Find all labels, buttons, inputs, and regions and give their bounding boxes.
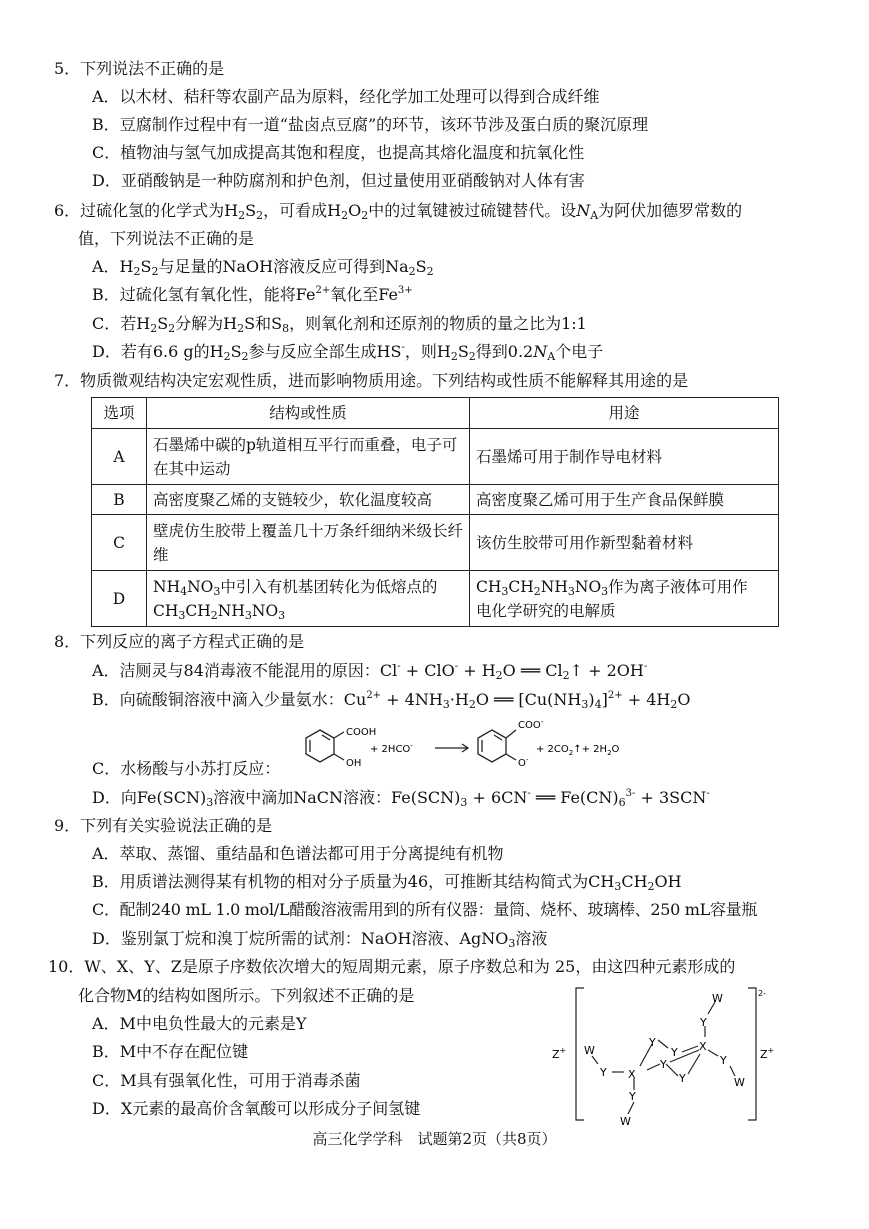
atom-w: W bbox=[620, 1115, 631, 1128]
atom-y: Y bbox=[629, 1090, 636, 1103]
table-cell: 石墨烯中碳的p轨道相互平行而重叠，电子可在其中运动 bbox=[147, 429, 470, 485]
q9-option-a: A．萃取、蒸馏、重结晶和色谱法都可用于分离提纯有机物 bbox=[92, 844, 504, 863]
cation-z-left: Z+ bbox=[552, 1046, 567, 1061]
atom-y: Y bbox=[679, 1072, 686, 1085]
bicarbonate-label: + 2HCO- bbox=[370, 742, 413, 755]
q6-stem: 6．过硫化氢的化学式为$H_2S_2$，可看成$H_2O_2$中的过氧键被过硫键替代。设$N_A$为阿伏加德罗常数的 bbox=[54, 201, 743, 222]
table-cell: $CH_3CH_2NH_3NO_3$作为离子液体可用作 电化学研究的电解质 bbox=[470, 571, 779, 627]
atom-y: Y bbox=[720, 1054, 727, 1067]
table-row bbox=[92, 485, 779, 515]
table-cell: 壁虎仿生胶带上覆盖几十万条纤细纳米级长纤维 bbox=[147, 515, 470, 571]
atom-y: Y bbox=[600, 1066, 607, 1079]
table-cell: 石墨烯可用于制作导电材料 bbox=[470, 429, 779, 485]
q8-option-d: D．向$Fe(SCN)_3$溶液中滴加NaCN溶液：$Fe(SCN)_3 + 6CN^-$ ══ $Fe(CN)_6^{3-} + 3SCN^-$ bbox=[92, 788, 710, 809]
q8-stem: 8．下列反应的离子方程式正确的是 bbox=[54, 632, 305, 651]
q10-option-b: B．M中不存在配位键 bbox=[92, 1042, 249, 1061]
q9-option-c: C．配制240 mL 1.0 mol/L醋酸溶液需用到的所有仪器：量筒、烧杯、玻璃棒、250 mL容量瓶 bbox=[92, 900, 758, 919]
compound-m-structure bbox=[548, 982, 798, 1128]
table-cell: D bbox=[92, 571, 147, 627]
atom-w: W bbox=[712, 992, 723, 1005]
carboxylate-label: COO- bbox=[518, 718, 544, 731]
q7-stem: 7．物质微观结构决定宏观性质，进而影响物质用途。下列结构或性质不能解释其用途的是 bbox=[54, 371, 689, 390]
atom-x: X bbox=[699, 1040, 707, 1053]
q7-table bbox=[91, 397, 779, 627]
table-row bbox=[92, 429, 779, 485]
q6-option-c: C．若$H_2S_2$分解为$H_2S$和$S_8$，则氧化剂和还原剂的物质的量之比为1:1 bbox=[92, 314, 587, 335]
q10-stem: 10．W、X、Y、Z是原子序数依次增大的短周期元素，原子序数总和为 25，由这四种元素形成的 bbox=[48, 957, 736, 976]
cation-z-right: Z+ bbox=[760, 1046, 775, 1061]
q5-option-b: B．豆腐制作过程中有一道“盐卤点豆腐”的环节，该环节涉及蛋白质的聚沉原理 bbox=[92, 115, 649, 134]
table-header-row bbox=[92, 398, 779, 429]
q6-option-d: D．若有6.6 g的$H_2S_2$参与反应全部生成HS-，则$H_2S_2$得到$0.2N_A$个电子 bbox=[92, 342, 604, 363]
table-cell: 该仿生胶带可用作新型黏着材料 bbox=[470, 515, 779, 571]
q6-stem-line2: 值，下列说法不正确的是 bbox=[78, 229, 255, 248]
q10-option-a: A．M中电负性最大的元素是Y bbox=[92, 1014, 307, 1033]
table-cell: A bbox=[92, 429, 147, 485]
page-footer: 高三化学学科 试题第2页（共8页） bbox=[312, 1130, 557, 1148]
anion-charge: 2- bbox=[758, 989, 766, 998]
table-header-cell: 用途 bbox=[470, 398, 779, 429]
oh-label: OH bbox=[346, 758, 362, 769]
q10-option-d: D．X元素的最高价含氧酸可以形成分子间氢键 bbox=[92, 1099, 421, 1118]
table-cell: $NH_4NO_3$中引入有机基团转化为低熔点的 $CH_3CH_2NH_3NO_3$ bbox=[147, 571, 470, 627]
q10-option-c: C．M具有强氧化性，可用于消毒杀菌 bbox=[92, 1071, 361, 1090]
atom-y: Y bbox=[671, 1046, 678, 1059]
atom-y: Y bbox=[649, 1036, 656, 1049]
q8-option-b: B．向硫酸铜溶液中滴入少量氨水：$Cu^{2+} + 4NH_3\cdot H_2O$ ══ $[Cu(NH_3)_4]^{2+} + 4H_2O$ bbox=[92, 690, 691, 711]
table-cell: 高密度聚乙烯可用于生产食品保鲜膜 bbox=[470, 485, 779, 515]
q6-option-b: B．过硫化氢有氧化性，能将$Fe^{2+}$氧化至$Fe^{3+}$ bbox=[92, 285, 413, 304]
atom-w: W bbox=[734, 1076, 745, 1089]
salicylic-reaction-scheme bbox=[290, 716, 620, 780]
table-row bbox=[92, 571, 779, 627]
q8-option-c: C．水杨酸与小苏打反应： bbox=[92, 759, 281, 778]
q8-option-a: A．洁厕灵与84消毒液不能混用的原因：$Cl^- + ClO^- + H_2O$ ══ $Cl_2↑ + 2OH^-$ bbox=[92, 661, 648, 682]
q9-stem: 9．下列有关实验说法正确的是 bbox=[54, 816, 273, 835]
atom-y: Y bbox=[700, 1016, 707, 1029]
table-cell: 高密度聚乙烯的支链较少，软化温度较高 bbox=[147, 485, 470, 515]
phenoxide-label: O- bbox=[518, 756, 529, 769]
table-cell: B bbox=[92, 485, 147, 515]
products-label: + $2CO_2↑+ 2H_2O$ bbox=[536, 744, 620, 757]
atom-y: Y bbox=[660, 1058, 667, 1071]
q5-stem: 5．下列说法不正确的是 bbox=[54, 59, 225, 78]
table-header-cell: 结构或性质 bbox=[147, 398, 470, 429]
table-cell: C bbox=[92, 515, 147, 571]
cooh-label: COOH bbox=[346, 727, 377, 738]
atom-w: W bbox=[584, 1044, 595, 1057]
q10-stem-line2: 化合物M的结构如图所示。下列叙述不正确的是 bbox=[78, 986, 415, 1005]
table-header-cell: 选项 bbox=[92, 398, 147, 429]
q5-option-c: C．植物油与氢气加成提高其饱和程度，也提高其熔化温度和抗氧化性 bbox=[92, 143, 585, 162]
q5-option-a: A．以木材、秸秆等农副产品为原料，经化学加工处理可以得到合成纤维 bbox=[92, 87, 600, 106]
table-row bbox=[92, 515, 779, 571]
atom-x: X bbox=[628, 1068, 636, 1081]
q9-option-b: B．用质谱法测得某有机物的相对分子质量为46，可推断其结构简式为$CH_3CH_2OH$ bbox=[92, 872, 682, 893]
q6-option-a: A．$H_2S_2$与足量的NaOH溶液反应可得到$Na_2S_2$ bbox=[92, 257, 434, 278]
q9-option-d: D．鉴别氯丁烷和溴丁烷所需的试剂：NaOH溶液、AgNO$_3$溶液 bbox=[92, 929, 548, 950]
q5-option-d: D．亚硝酸钠是一种防腐剂和护色剂，但过量使用亚硝酸钠对人体有害 bbox=[92, 171, 585, 190]
